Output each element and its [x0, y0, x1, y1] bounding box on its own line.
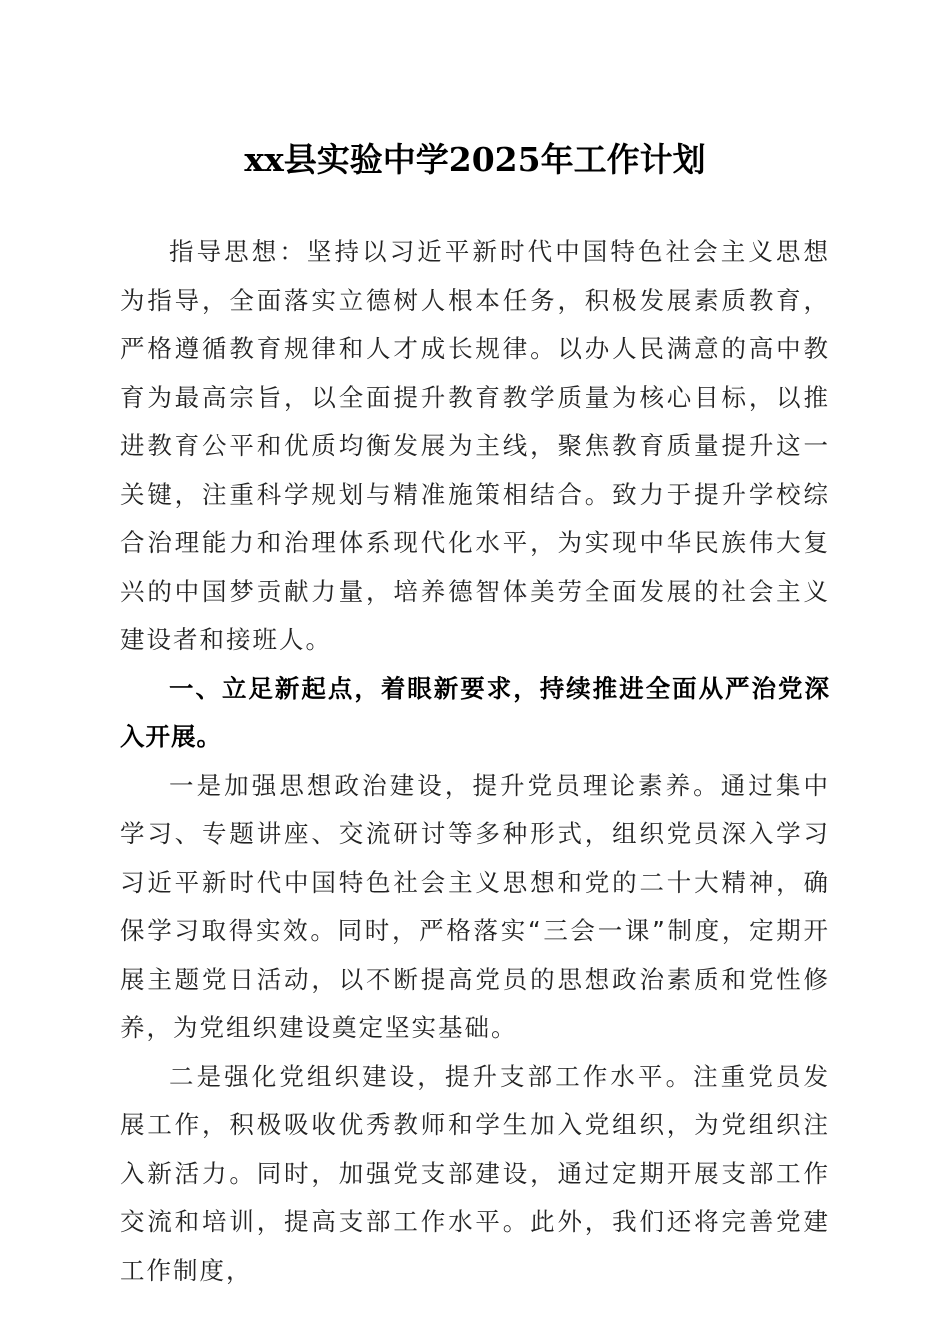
- document-body: [120, 228, 830, 1295]
- paragraph-ideological-building: 一是加强思想政治建设，提升党员理论素养。通过集中学习、专题讲座、交流研讨等多种形式，组织党员深入学习习近平新时代中国特色社会主义思想和党的二十大精神，确保学习取得实效。同时，严格落实“三会一课”制度，定期开展主题党日活动，以不断提高党员的思想政治素质和党性修养，为党组织建设奠定坚实基础。: [120, 770, 830, 1042]
- section-heading-one: 一、立足新起点，着眼新要求，持续推进全面从严治党深入开展。: [120, 673, 830, 751]
- page-title: xx县实验中学2025年工作计划: [244, 140, 706, 179]
- paragraph-guiding-ideology: 指导思想：坚持以习近平新时代中国特色社会主义思想为指导，全面落实立德树人根本任务，积极发展素质教育，严格遵循教育规律和人才成长规律。以办人民满意的高中教育为最高宗旨，以全面提升教育教学质量为核心目标，以推进教育公平和优质均衡发展为主线，聚焦教育质量提升这一关键，注重科学规划与精准施策相结合。致力于提升学校综合治理能力和治理体系现代化水平，为实现中华民族伟大复兴的中国梦贡献力量，培养德智体美劳全面发展的社会主义建设者和接班人。: [120, 237, 830, 654]
- paragraph-party-organization: 二是强化党组织建设，提升支部工作水平。注重党员发展工作，积极吸收优秀教师和学生加入党组织，为党组织注入新活力。同时，加强党支部建设，通过定期开展支部工作交流和培训，提高支部工作水平。此外，我们还将完善党建工作制度，: [120, 1061, 830, 1285]
